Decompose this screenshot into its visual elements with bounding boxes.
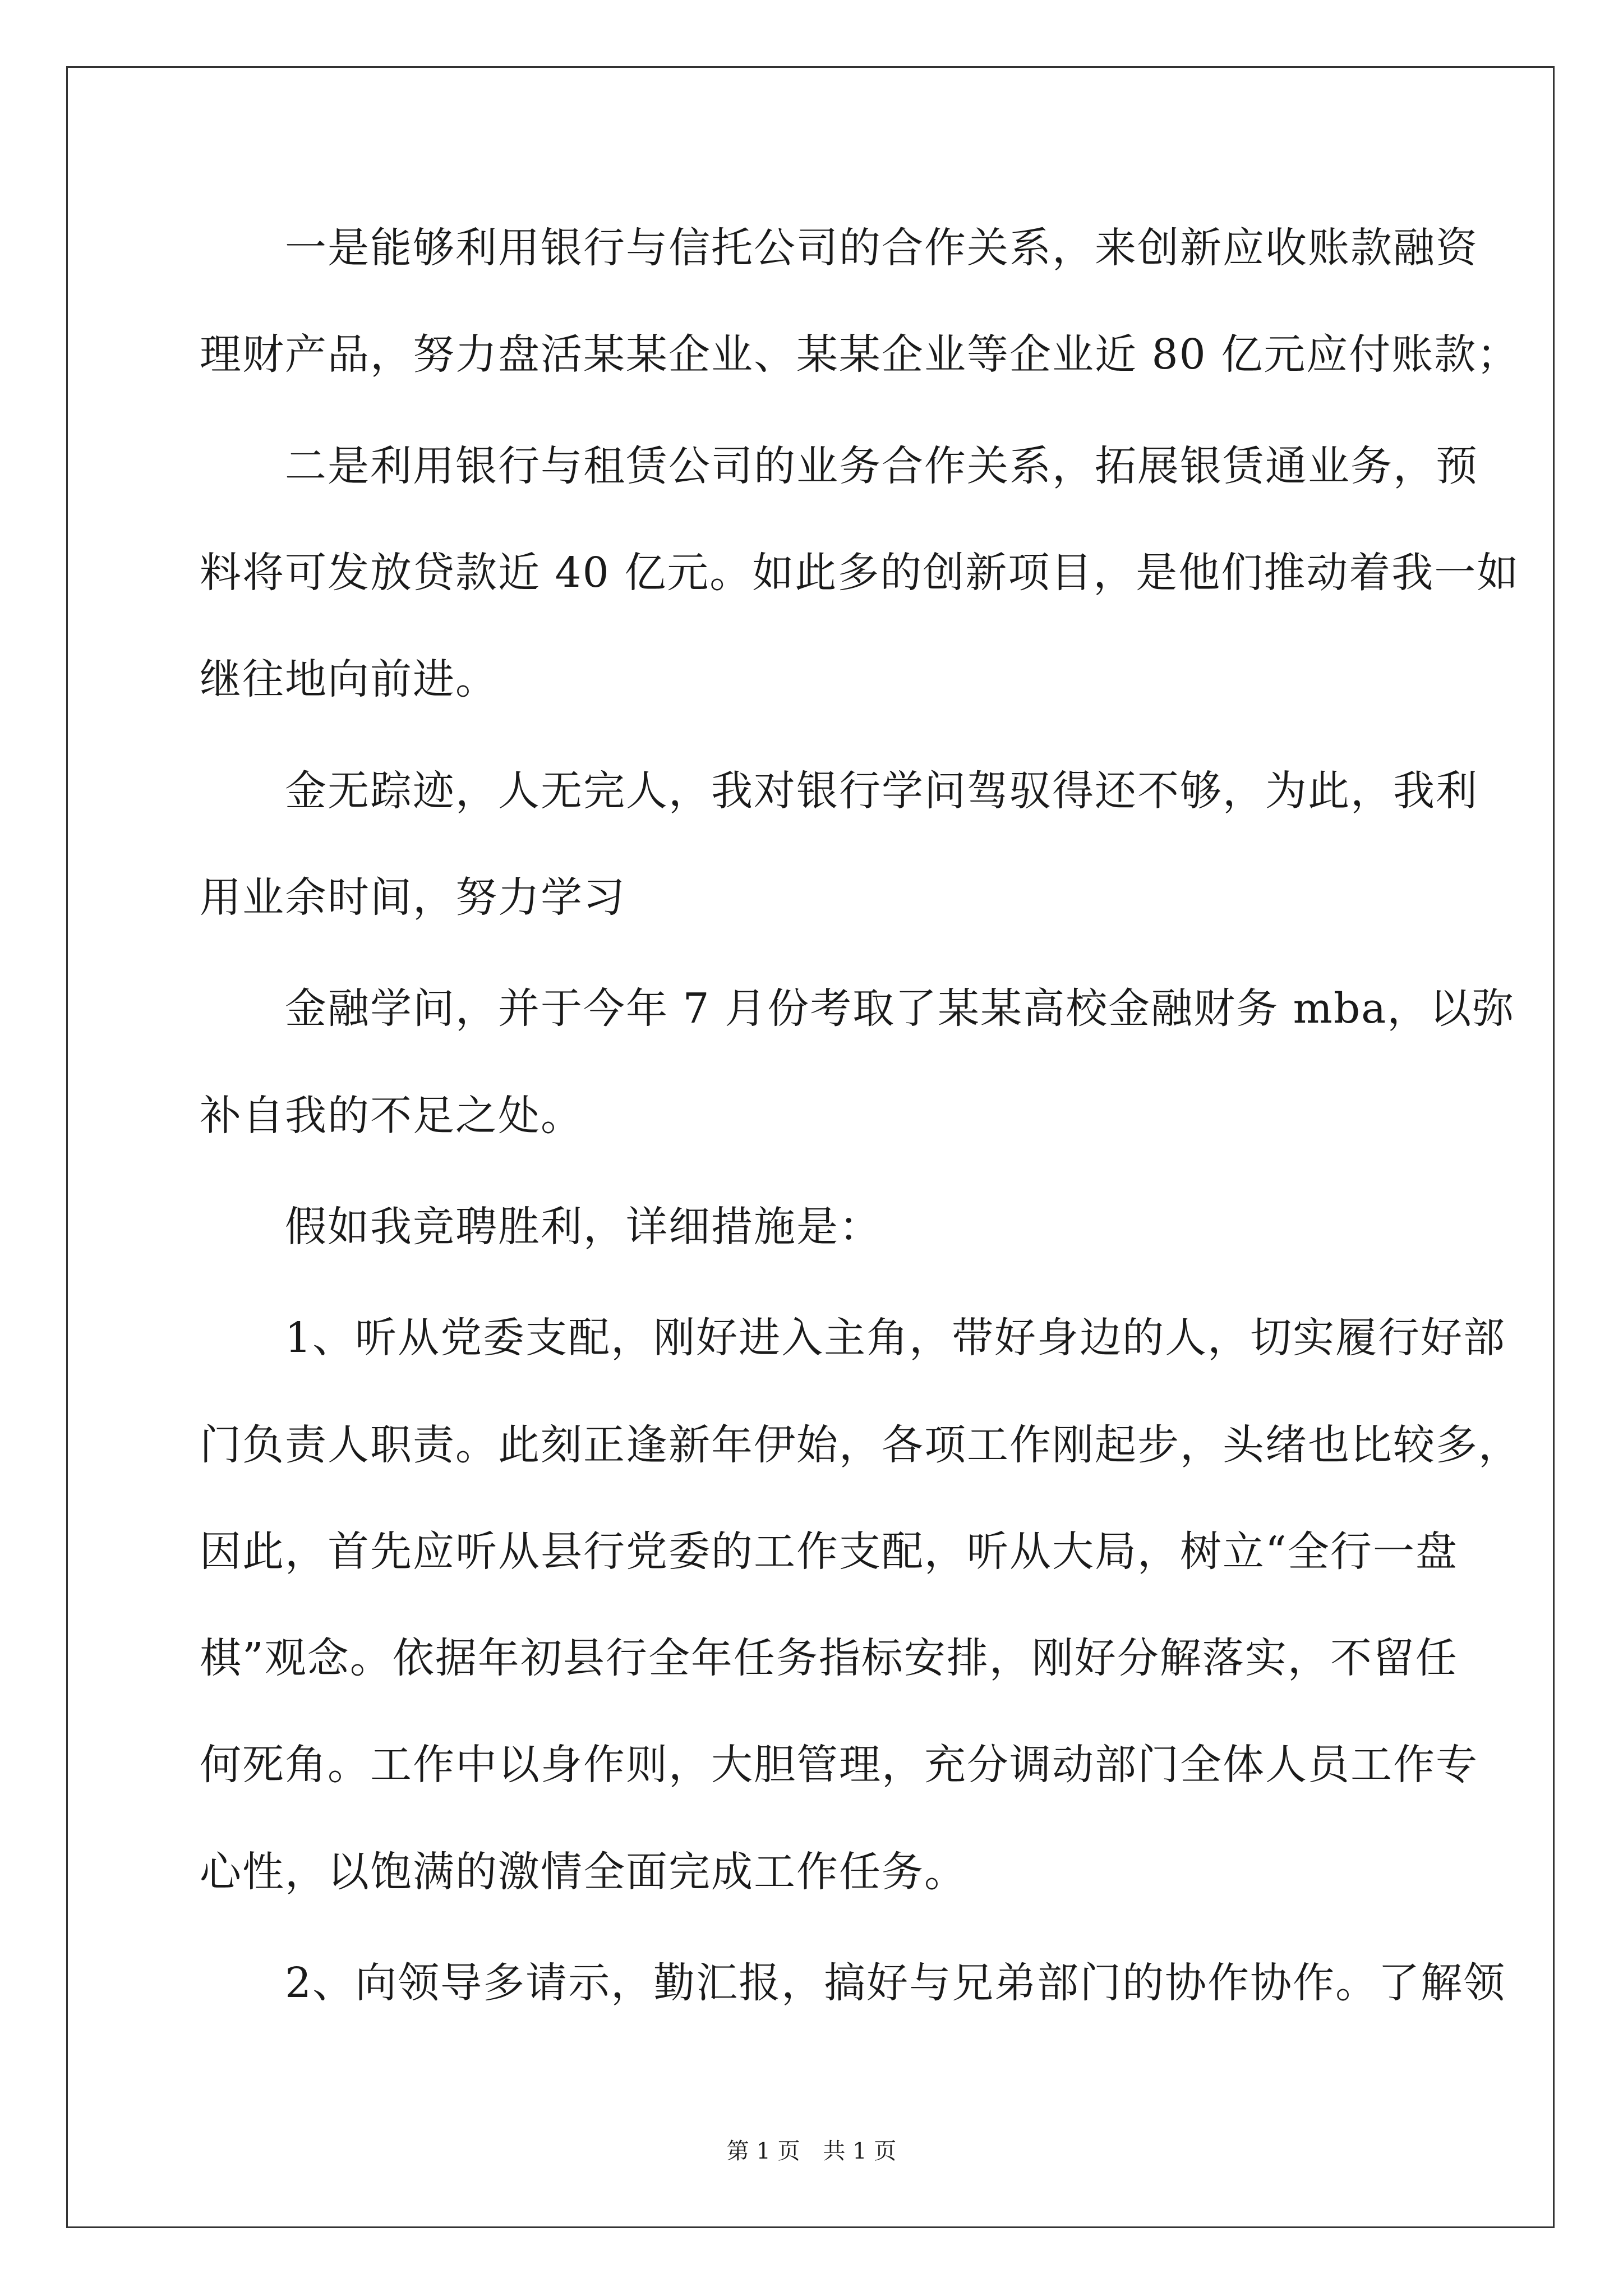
text-line: 因此，首先应听从县行党委的工作支配，听从大局，树立“全行一盘 bbox=[200, 1527, 1458, 1576]
text-line: 料将可发放贷款近 40 亿元。如此多的创新项目，是他们推动着我一如 bbox=[200, 549, 1520, 597]
text-line: 门负责人职责。此刻正逢新年伊始，各项工作刚起步，头绪也比较多， bbox=[200, 1421, 1521, 1469]
text-line: 继往地向前进。 bbox=[200, 655, 498, 703]
text-line: 二是利用银行与租赁公司的业务合作关系，拓展银赁通业务，预 bbox=[200, 442, 1478, 490]
text-line: 一是能够利用银行与信托公司的合作关系，来创新应收账款融资 bbox=[200, 224, 1478, 272]
text-line: 假如我竞聘胜利，详细措施是： bbox=[200, 1203, 882, 1251]
text-line: 金无踪迹，人无完人，我对银行学问驾驭得还不够，为此，我利 bbox=[200, 767, 1478, 815]
page-border bbox=[66, 66, 1555, 2228]
text-line: 理财产品，努力盘活某某企业、某某企业等企业近 80 亿元应付账款； bbox=[200, 330, 1520, 379]
text-line: 1、听从党委支配，刚好进入主角，带好身边的人，切实履行好部 bbox=[200, 1314, 1506, 1362]
text-line: 2、向领导多请示，勤汇报，搞好与兄弟部门的协作协作。了解领 bbox=[200, 1959, 1506, 2007]
text-line: 用业余时间，努力学习 bbox=[200, 873, 626, 922]
text-line: 补自我的不足之处。 bbox=[200, 1092, 583, 1140]
text-line: 心性，以饱满的激情全面完成工作任务。 bbox=[200, 1848, 967, 1896]
text-line: 金融学问，并于今年 7 月份考取了某某高校金融财务 mba，以弥 bbox=[200, 984, 1515, 1033]
text-line: 棋”观念。依据年初县行全年任务指标安排，刚好分解落实，不留任 bbox=[200, 1634, 1458, 1682]
page-total: 共 1 页 bbox=[823, 2138, 897, 2164]
page-footer bbox=[0, 2134, 1623, 2168]
page-number: 第 1 页 bbox=[726, 2138, 800, 2164]
text-line: 何死角。工作中以身作则，大胆管理，充分调动部门全体人员工作专 bbox=[200, 1741, 1478, 1789]
